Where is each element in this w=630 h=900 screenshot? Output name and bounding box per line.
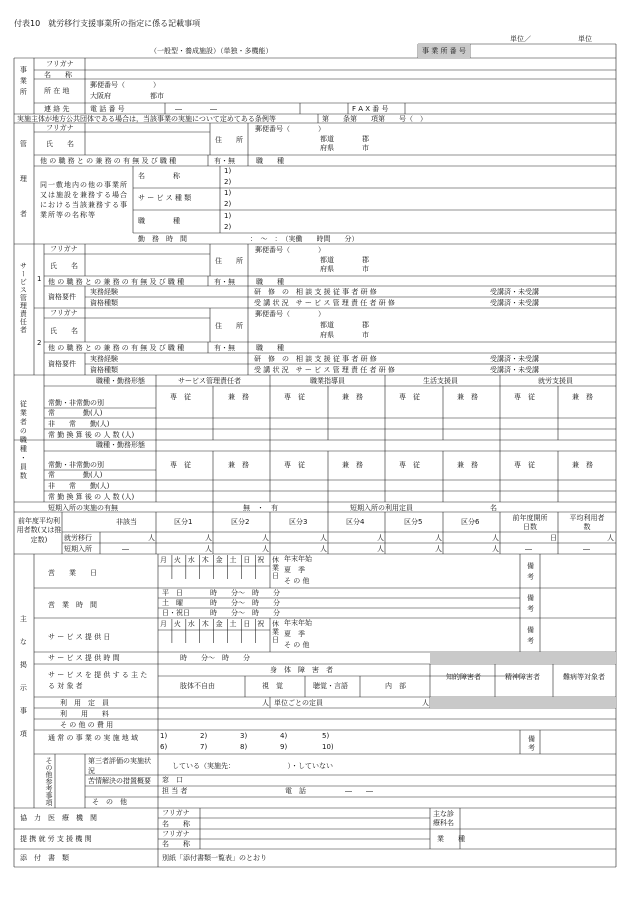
users-row-label: 短期入所 bbox=[64, 545, 92, 553]
nanbyo-label: 難病等対象者 bbox=[563, 673, 605, 681]
unit-nin: 人 bbox=[148, 534, 155, 542]
manager1-qual-type: 資格種類 bbox=[90, 299, 118, 307]
capacity-unit: 人 bbox=[262, 699, 269, 707]
sen-label: 専 従 bbox=[170, 393, 191, 401]
phone-dashes[interactable]: ― ― bbox=[345, 787, 373, 795]
footer-furigana: フリガナ bbox=[162, 809, 190, 817]
madoguchi-label: 窓 口 bbox=[162, 776, 183, 784]
sen-label: 専 従 bbox=[170, 461, 191, 469]
row-number: 1) bbox=[224, 212, 232, 220]
unit-nin: 人 bbox=[492, 545, 499, 553]
staff-job-type: 職種・勤務形態 bbox=[96, 377, 145, 385]
kansan-label: 常 勤 換 算 後 の 人 数 (人) bbox=[48, 431, 135, 439]
kanrisha-concurrent: 他 の 職 務 と の 兼 務 の 有 無 及 び 職 種 bbox=[40, 157, 177, 165]
sen-label: 専 従 bbox=[284, 393, 305, 401]
jokin-hijokin-label: 常勤・非常勤の別 bbox=[48, 461, 104, 469]
ken-label: 兼 務 bbox=[228, 461, 249, 469]
users-row-label: 就労移行 bbox=[64, 534, 92, 542]
biko-label: 備考 bbox=[527, 626, 534, 646]
manager1-status2[interactable]: 受講済・未受講 bbox=[490, 299, 539, 307]
weekday-3[interactable]: 木 bbox=[201, 556, 209, 564]
weekday-1[interactable]: 火 bbox=[173, 620, 181, 628]
unit-nin: 人 bbox=[435, 534, 442, 542]
ken-label: 兼 務 bbox=[457, 461, 478, 469]
kanrisha-shokushu: 職 種 bbox=[138, 217, 180, 225]
footer-name-label: 名 称 bbox=[162, 840, 190, 848]
users-col: 平均利用者数 bbox=[569, 514, 605, 532]
business-days-label: 営 業 日 bbox=[48, 569, 97, 577]
hijokin-label: 非 常 勤(人) bbox=[48, 482, 110, 490]
disability-type: 肢体不自由 bbox=[180, 682, 215, 690]
third-party-label: 第三者評価の実施状況 bbox=[88, 757, 151, 775]
kanrisha-name-label: 氏 名 bbox=[46, 140, 74, 148]
nenmatsu-label: 年末年始 bbox=[284, 555, 312, 563]
service-days-label: サ ー ビ ス 提 供 日 bbox=[48, 633, 111, 641]
jigyosho-furigana: フリガナ bbox=[46, 60, 74, 68]
shaded-cell bbox=[430, 652, 616, 664]
business-label: 業 種 bbox=[437, 835, 465, 843]
natsu-label: 夏 季 bbox=[284, 566, 305, 574]
form-subtitle: （一般型・養成施設）（単独・多機能） bbox=[150, 47, 273, 55]
sen-label: 専 従 bbox=[399, 393, 420, 401]
jigyosho-contact-label: 連 絡 先 bbox=[44, 105, 70, 113]
area-number: 8) bbox=[240, 743, 248, 751]
ken-label: 兼 務 bbox=[457, 393, 478, 401]
hours-field[interactable]: 時 分〜 時 分 bbox=[210, 589, 280, 597]
saturday-label: 土 曜 bbox=[162, 599, 183, 607]
users-col: 区分1 bbox=[174, 518, 193, 526]
jokin-label: 常 勤(人) bbox=[48, 471, 103, 479]
manager1-status1[interactable]: 受講済・未受講 bbox=[490, 288, 539, 296]
holiday-label: 休業日 bbox=[272, 556, 279, 581]
users-col: 区分2 bbox=[231, 518, 250, 526]
manager2-status2[interactable]: 受講済・未受講 bbox=[490, 366, 539, 374]
kanrisha-fuken: 府県 市 bbox=[320, 144, 369, 152]
unit-nichi: 日 bbox=[550, 534, 557, 542]
capacity-label: 利 用 定 員 bbox=[60, 699, 109, 707]
unit-label-2: 単位 bbox=[578, 35, 592, 43]
kanrisha-address-label: 住 所 bbox=[215, 136, 243, 144]
manager2-training2: 受 講 状 況 サ ー ビ ス 管 理 責 任 者 研 修 bbox=[254, 366, 395, 374]
third-party-status[interactable]: している（実施先： ）・していない bbox=[172, 762, 333, 770]
chiteki-label: 知的障害者 bbox=[446, 673, 481, 681]
biko-label: 備考 bbox=[527, 562, 534, 582]
manager1-postal: 郵便番号（ ） bbox=[255, 246, 325, 254]
sen-label: 専 従 bbox=[514, 393, 535, 401]
manager1-qualification: 資格要件 bbox=[48, 293, 76, 301]
form-title: 付表10 就労移行支援事業所の指定に係る記載事項 bbox=[14, 19, 201, 28]
service-manager-section-label: サービス管理責任者 bbox=[19, 262, 28, 334]
manager1-concurrent: 他 の 職 務 と の 兼 務 の 有 無 及 び 職 種 bbox=[48, 278, 185, 286]
manager1-name-label: 氏 名 bbox=[50, 262, 78, 270]
dash-cell: ― bbox=[525, 545, 532, 553]
staff-section-label: 従業者の職種・員数 bbox=[19, 400, 28, 481]
fee-label: 利 用 料 bbox=[60, 710, 109, 718]
kanrisha-yes-no[interactable]: 有・無 bbox=[214, 157, 235, 165]
row-number: 2) bbox=[224, 223, 232, 231]
users-col: 区分3 bbox=[289, 518, 308, 526]
area-number: 3) bbox=[240, 732, 248, 740]
business-hours-label: 営 業 時 間 bbox=[48, 601, 97, 609]
disability-type: 内 部 bbox=[385, 682, 406, 690]
users-col: 非該当 bbox=[116, 518, 137, 526]
sonota-label: そ の 他 bbox=[284, 577, 310, 585]
kanrisha-section-label: 管理者 bbox=[19, 140, 28, 245]
tanto-label: 担 当 者 bbox=[162, 787, 188, 795]
jokin-hijokin-label: 常勤・非常勤の別 bbox=[48, 399, 104, 407]
disability-type: 聴覚・言語 bbox=[313, 682, 348, 690]
unit-nin: 人 bbox=[435, 545, 442, 553]
main-items-section-label: 主な掲示事項 bbox=[19, 615, 28, 753]
complaint-label: 苦情解決の措置概要 bbox=[88, 777, 151, 785]
manager2-experience: 実務経験 bbox=[90, 355, 118, 363]
attachment-label: 添 付 書 類 bbox=[20, 854, 69, 862]
sonota2-label: そ の 他 bbox=[92, 798, 127, 806]
ken-label: 兼 務 bbox=[572, 393, 593, 401]
manager2-todofuken: 都道 郡 bbox=[320, 321, 369, 329]
manager1-training2: 受 講 状 況 サ ー ビ ス 管 理 責 任 者 研 修 bbox=[254, 299, 395, 307]
ken-label: 兼 務 bbox=[228, 393, 249, 401]
sen-label: 専 従 bbox=[284, 461, 305, 469]
office-number-label: 事 業 所 番 号 bbox=[422, 47, 466, 55]
kanrisha-work-hours: 勤 務 時 間 bbox=[138, 235, 187, 243]
unit-nin: 人 bbox=[377, 534, 384, 542]
weekday-5[interactable]: 土 bbox=[229, 620, 237, 628]
users-col: 区分5 bbox=[404, 518, 423, 526]
jisshi-label: 実施主体が地方公共団体である場合は，当該事業の実施について定めてある条例等 bbox=[17, 115, 276, 123]
sunday-label: 日・祝日 bbox=[162, 609, 190, 617]
disability-type: 視 覚 bbox=[262, 682, 283, 690]
manager2-address-label: 住 所 bbox=[215, 322, 243, 330]
weekday-4[interactable]: 金 bbox=[215, 556, 223, 564]
weekday-0[interactable]: 月 bbox=[160, 556, 167, 564]
manager2-concurrent: 他 の 職 務 と の 兼 務 の 有 無 及 び 職 種 bbox=[48, 344, 185, 352]
jigyosho-fax-label: F A X 番 号 bbox=[352, 105, 389, 113]
unit-nin: 人 bbox=[492, 534, 499, 542]
manager1-yes-no[interactable]: 有・無 bbox=[214, 278, 235, 286]
unit-label-1: 単位／ bbox=[510, 35, 531, 43]
kansan-label: 常 勤 換 算 後 の 人 数 (人) bbox=[48, 493, 135, 501]
weekday-0[interactable]: 月 bbox=[160, 620, 167, 628]
users-col: 区分6 bbox=[461, 518, 480, 526]
disability-label: 身 体 障 害 者 bbox=[270, 666, 333, 674]
ken-label: 兼 務 bbox=[342, 393, 363, 401]
natsu-label: 夏 季 bbox=[284, 630, 305, 638]
other-ref-label: その他参考事項 bbox=[45, 757, 53, 806]
row-number: 2) bbox=[224, 200, 232, 208]
row-number: 1) bbox=[224, 167, 232, 175]
manager2-qual-type: 資格種類 bbox=[90, 366, 118, 374]
kanrisha-furigana: フリガナ bbox=[46, 124, 74, 132]
service-time-field[interactable]: 時 分〜 時 分 bbox=[180, 654, 250, 662]
short-term-value[interactable]: 無 ・ 有 bbox=[243, 504, 278, 512]
hijokin-label: 非 常 勤(人) bbox=[48, 420, 110, 428]
dash-cell: ― bbox=[583, 545, 590, 553]
manager2-status1[interactable]: 受講済・未受講 bbox=[490, 355, 539, 363]
hours-field[interactable]: 時 分〜 時 分 bbox=[210, 599, 280, 607]
dash-cell: ― bbox=[122, 545, 129, 553]
unit-nin: 人 bbox=[262, 545, 269, 553]
area-number: 10) bbox=[322, 743, 334, 751]
weekday-7[interactable]: 祝 bbox=[257, 556, 265, 564]
shaded-cell bbox=[430, 697, 616, 708]
role-name: 職業指導員 bbox=[310, 377, 345, 385]
weekday-3[interactable]: 木 bbox=[201, 620, 209, 628]
jigyosho-section-label: 事業所 bbox=[19, 66, 28, 99]
manager2-furigana: フリガナ bbox=[50, 309, 78, 317]
sen-label: 専 従 bbox=[514, 461, 535, 469]
heijitsu-label: 平 日 bbox=[162, 589, 183, 597]
manager2-name-label: 氏 名 bbox=[50, 327, 78, 335]
unit-nin: 人 bbox=[205, 534, 212, 542]
weekday-7[interactable]: 祝 bbox=[257, 620, 265, 628]
manager2-qualification: 資格要件 bbox=[48, 360, 76, 368]
area-label: 通 常 の 事 業 の 実 施 地 域 bbox=[48, 734, 139, 742]
manager2-job: 職 種 bbox=[256, 344, 284, 352]
role-name: 就労支援員 bbox=[538, 377, 573, 385]
weekday-6[interactable]: 日 bbox=[243, 620, 251, 628]
short-term-label: 短期入所の実施の有無 bbox=[48, 504, 118, 512]
area-number: 7) bbox=[200, 743, 208, 751]
footer-furigana: フリガナ bbox=[162, 830, 190, 838]
manager1-todofuken: 都道 郡 bbox=[320, 256, 369, 264]
manager2-fuken: 府県 市 bbox=[320, 331, 369, 339]
cooperating-label: 協 力 医 療 機 関 bbox=[20, 814, 97, 822]
jisshi-article: 第 条第 項第 号（ ） bbox=[322, 115, 427, 123]
unit-nin: 人 bbox=[205, 545, 212, 553]
kanrisha-time[interactable]: ： 〜 ： （実働 時間 分） bbox=[250, 235, 359, 243]
support-org-label: 提 携 就 労 支 援 機 関 bbox=[20, 835, 92, 843]
manager1-job: 職 種 bbox=[256, 278, 284, 286]
unit-nin: 人 bbox=[607, 534, 614, 542]
area-number: 9) bbox=[280, 743, 288, 751]
kanrisha-meisho: 名 称 bbox=[138, 172, 180, 180]
manager-number: 1 bbox=[37, 275, 42, 283]
weekday-4[interactable]: 金 bbox=[215, 620, 223, 628]
role-name: 生活支援員 bbox=[423, 377, 458, 385]
sonota-label: そ の 他 bbox=[284, 641, 310, 649]
manager2-postal: 郵便番号（ ） bbox=[255, 310, 325, 318]
manager1-fuken: 府県 市 bbox=[320, 265, 369, 273]
sen-label: 専 従 bbox=[399, 461, 420, 469]
role-name: サービス管理責任者 bbox=[178, 377, 241, 385]
unit-nin: 人 bbox=[320, 545, 327, 553]
weekday-2[interactable]: 水 bbox=[187, 620, 195, 628]
short-term-unit: 名 bbox=[490, 504, 497, 512]
service-hours-label: サ ー ビ ス 提 供 時 間 bbox=[48, 654, 120, 662]
jigyosho-postal: 郵便番号（ ） bbox=[90, 81, 160, 89]
ken-label: 兼 務 bbox=[572, 461, 593, 469]
unit-nin: 人 bbox=[377, 545, 384, 553]
jokin-label: 常 勤(人) bbox=[48, 409, 103, 417]
jigyosho-name-label: 名 称 bbox=[44, 71, 72, 79]
capacity-unit: 人 bbox=[422, 699, 429, 707]
kanrisha-other-office: 同一敷地内の他の事業所又は施設を兼務する場合における当該兼務する事業所等の名称等 bbox=[40, 181, 128, 220]
footer-name-label: 名 称 bbox=[162, 820, 190, 828]
other-fee-label: そ の 他 の 費 用 bbox=[60, 721, 114, 729]
hours-field[interactable]: 時 分〜 時 分 bbox=[210, 609, 280, 617]
office-number-field[interactable] bbox=[470, 44, 616, 58]
kanrisha-service: サ ー ビ ス 種 類 bbox=[138, 194, 192, 202]
area-number: 6) bbox=[160, 743, 168, 751]
ken-label: 兼 務 bbox=[342, 461, 363, 469]
manager1-address-label: 住 所 bbox=[215, 257, 243, 265]
short-term-capacity: 短期入所の利用定員 bbox=[350, 504, 413, 512]
attachment-value: 別紙「添付書類一覧表」のとおり bbox=[162, 854, 267, 862]
weekday-5[interactable]: 土 bbox=[229, 556, 237, 564]
unit-nin: 人 bbox=[262, 534, 269, 542]
unit-capacity-label: 単位ごとの定員 bbox=[274, 699, 323, 707]
kanrisha-todofuken: 都道 郡 bbox=[320, 135, 369, 143]
manager1-furigana: フリガナ bbox=[50, 245, 78, 253]
row-number: 2) bbox=[224, 178, 232, 186]
users-col: 区分4 bbox=[346, 518, 365, 526]
area-number: 4) bbox=[280, 732, 288, 740]
manager-number: 2 bbox=[37, 339, 42, 347]
users-col: 前年度開所日数 bbox=[512, 514, 548, 532]
nenmatsu-label: 年末年始 bbox=[284, 619, 312, 627]
jigyosho-phone-field[interactable]: ― ― bbox=[175, 105, 217, 113]
jigyosho-prefecture: 大阪府 bbox=[90, 92, 111, 100]
staff-job-type: 職種・勤務形態 bbox=[96, 441, 145, 449]
unit-nin: 人 bbox=[320, 534, 327, 542]
users-label: 前年度平均利用者数(又は推定数) bbox=[16, 517, 62, 544]
denwa-label: 電 話 bbox=[285, 787, 306, 795]
manager1-training1: 研 修 の 相 談 支 援 従 事 者 研 修 bbox=[254, 288, 377, 296]
weekday-1[interactable]: 火 bbox=[173, 556, 181, 564]
biko-label: 備考 bbox=[528, 735, 535, 753]
row-number: 1) bbox=[224, 189, 232, 197]
manager2-training1: 研 修 の 相 談 支 援 従 事 者 研 修 bbox=[254, 355, 377, 363]
jigyosho-location-label: 所 在 地 bbox=[44, 87, 70, 95]
weekday-2[interactable]: 水 bbox=[187, 556, 195, 564]
kanrisha-postal: 郵便番号（ ） bbox=[255, 125, 325, 133]
holiday-label: 休業日 bbox=[272, 620, 279, 645]
seishin-label: 精神障害者 bbox=[505, 673, 540, 681]
weekday-6[interactable]: 日 bbox=[243, 556, 251, 564]
jigyosho-city: 都市 bbox=[150, 92, 164, 100]
target-label: サ ー ビ ス を 提 供 す る 主 た る 対 象 者 bbox=[48, 671, 148, 690]
kanrisha-job: 職 種 bbox=[256, 157, 284, 165]
manager2-yes-no[interactable]: 有・無 bbox=[214, 344, 235, 352]
biko-label: 備考 bbox=[527, 594, 534, 614]
area-number: 2) bbox=[200, 732, 208, 740]
jigyosho-phone-label: 電 話 番 号 bbox=[90, 105, 125, 113]
area-number: 5) bbox=[322, 732, 330, 740]
area-number: 1) bbox=[160, 732, 168, 740]
main-dept-label: 主な診療科名 bbox=[433, 810, 454, 828]
manager1-experience: 実務経験 bbox=[90, 288, 118, 296]
